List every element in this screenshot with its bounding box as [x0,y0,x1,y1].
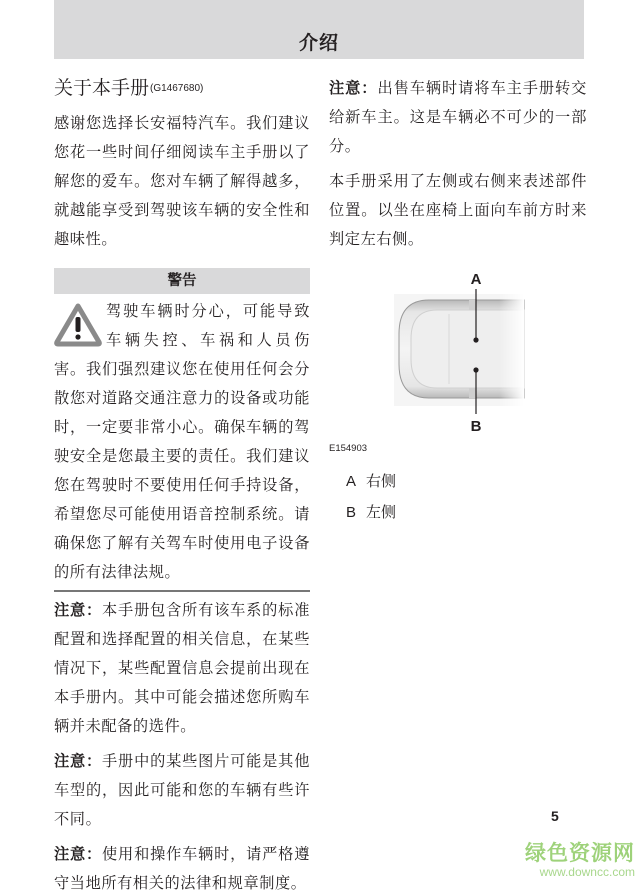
orientation-paragraph: 本手册采用了左侧或右侧来表述部件位置。以坐在座椅上面向车前方时来判定左右侧。 [329,172,587,248]
section-title-text: 关于本手册 [54,77,150,99]
intro-paragraph: 感谢您选择长安福特汽车。我们建议您花一些时间仔细阅读车主手册以了解您的爱车。您对车辆了解得越多，就越能享受到驾驶该车辆的安全性和趣味性。 [54,114,310,248]
svg-text:B: B [470,418,482,434]
right-column [329,74,587,528]
warning-heading: 警告 [54,268,310,294]
watermark-url: www.downcc.com [539,865,635,879]
legend-item-a [346,466,587,497]
note-label: 注意： [54,752,103,770]
section-code: (G1467680) [150,83,204,94]
note-2 [54,747,310,834]
note-label: 注意： [54,845,103,863]
warning-triangle-icon [54,302,102,348]
figure-code: E154903 [329,443,368,454]
legend-label: 左侧 [366,503,397,521]
car-orientation-figure [329,264,587,439]
note-text: 手册中的某些图片可能是其他车型的，因此可能和您的车辆有些许不同。 [54,752,310,828]
note-label: 注意： [54,601,103,619]
chapter-title: 介绍 [298,32,339,54]
legend-label: 右侧 [366,472,397,490]
watermark [505,841,635,879]
note-text: 出售车辆时请将车主手册转交给新车主。这是车辆必不可少的一部分。 [329,79,587,155]
car-top-view-illustration [389,264,529,434]
figure-legend [329,466,587,528]
note-label: 注意： [329,79,378,97]
legend-item-b [346,497,587,528]
svg-text:A: A [470,271,482,288]
page-number: 5 [551,808,559,824]
warning-body [54,297,310,587]
legend-key: B [346,504,357,521]
warning-divider [54,590,310,592]
warning-text: 驾驶车辆时分心，可能导致车辆失控、车祸和人员伤害。我们强烈建议您在使用任何会分散您对道路交通注意力的设备或功能时，一定要非常小心。确保车辆的驾驶安全是您最主要的责任。我们建议您在驾驶时不要使用任何手持设备，希望您尽可能使用语音控制系统。请确保您了解有关驾车时使用电子设备的所有法律法规。 [54,302,310,581]
left-column [54,74,310,893]
note-text: 使用和操作车辆时，请严格遵守当地所有相关的法律和规章制度。 [54,845,310,892]
section-title [54,74,310,103]
note-text: 本手册包含所有该车系的标准配置和选择配置的相关信息，在某些情况下，某些配置信息会提前出现在本手册内。其中可能会描述您所购车辆并未配备的选件。 [54,601,310,735]
watermark-title: 绿色资源网 [525,841,635,865]
note-3 [54,840,310,893]
legend-key: A [346,473,357,490]
handover-note [329,74,587,161]
chapter-header [54,0,584,59]
note-1 [54,596,310,741]
